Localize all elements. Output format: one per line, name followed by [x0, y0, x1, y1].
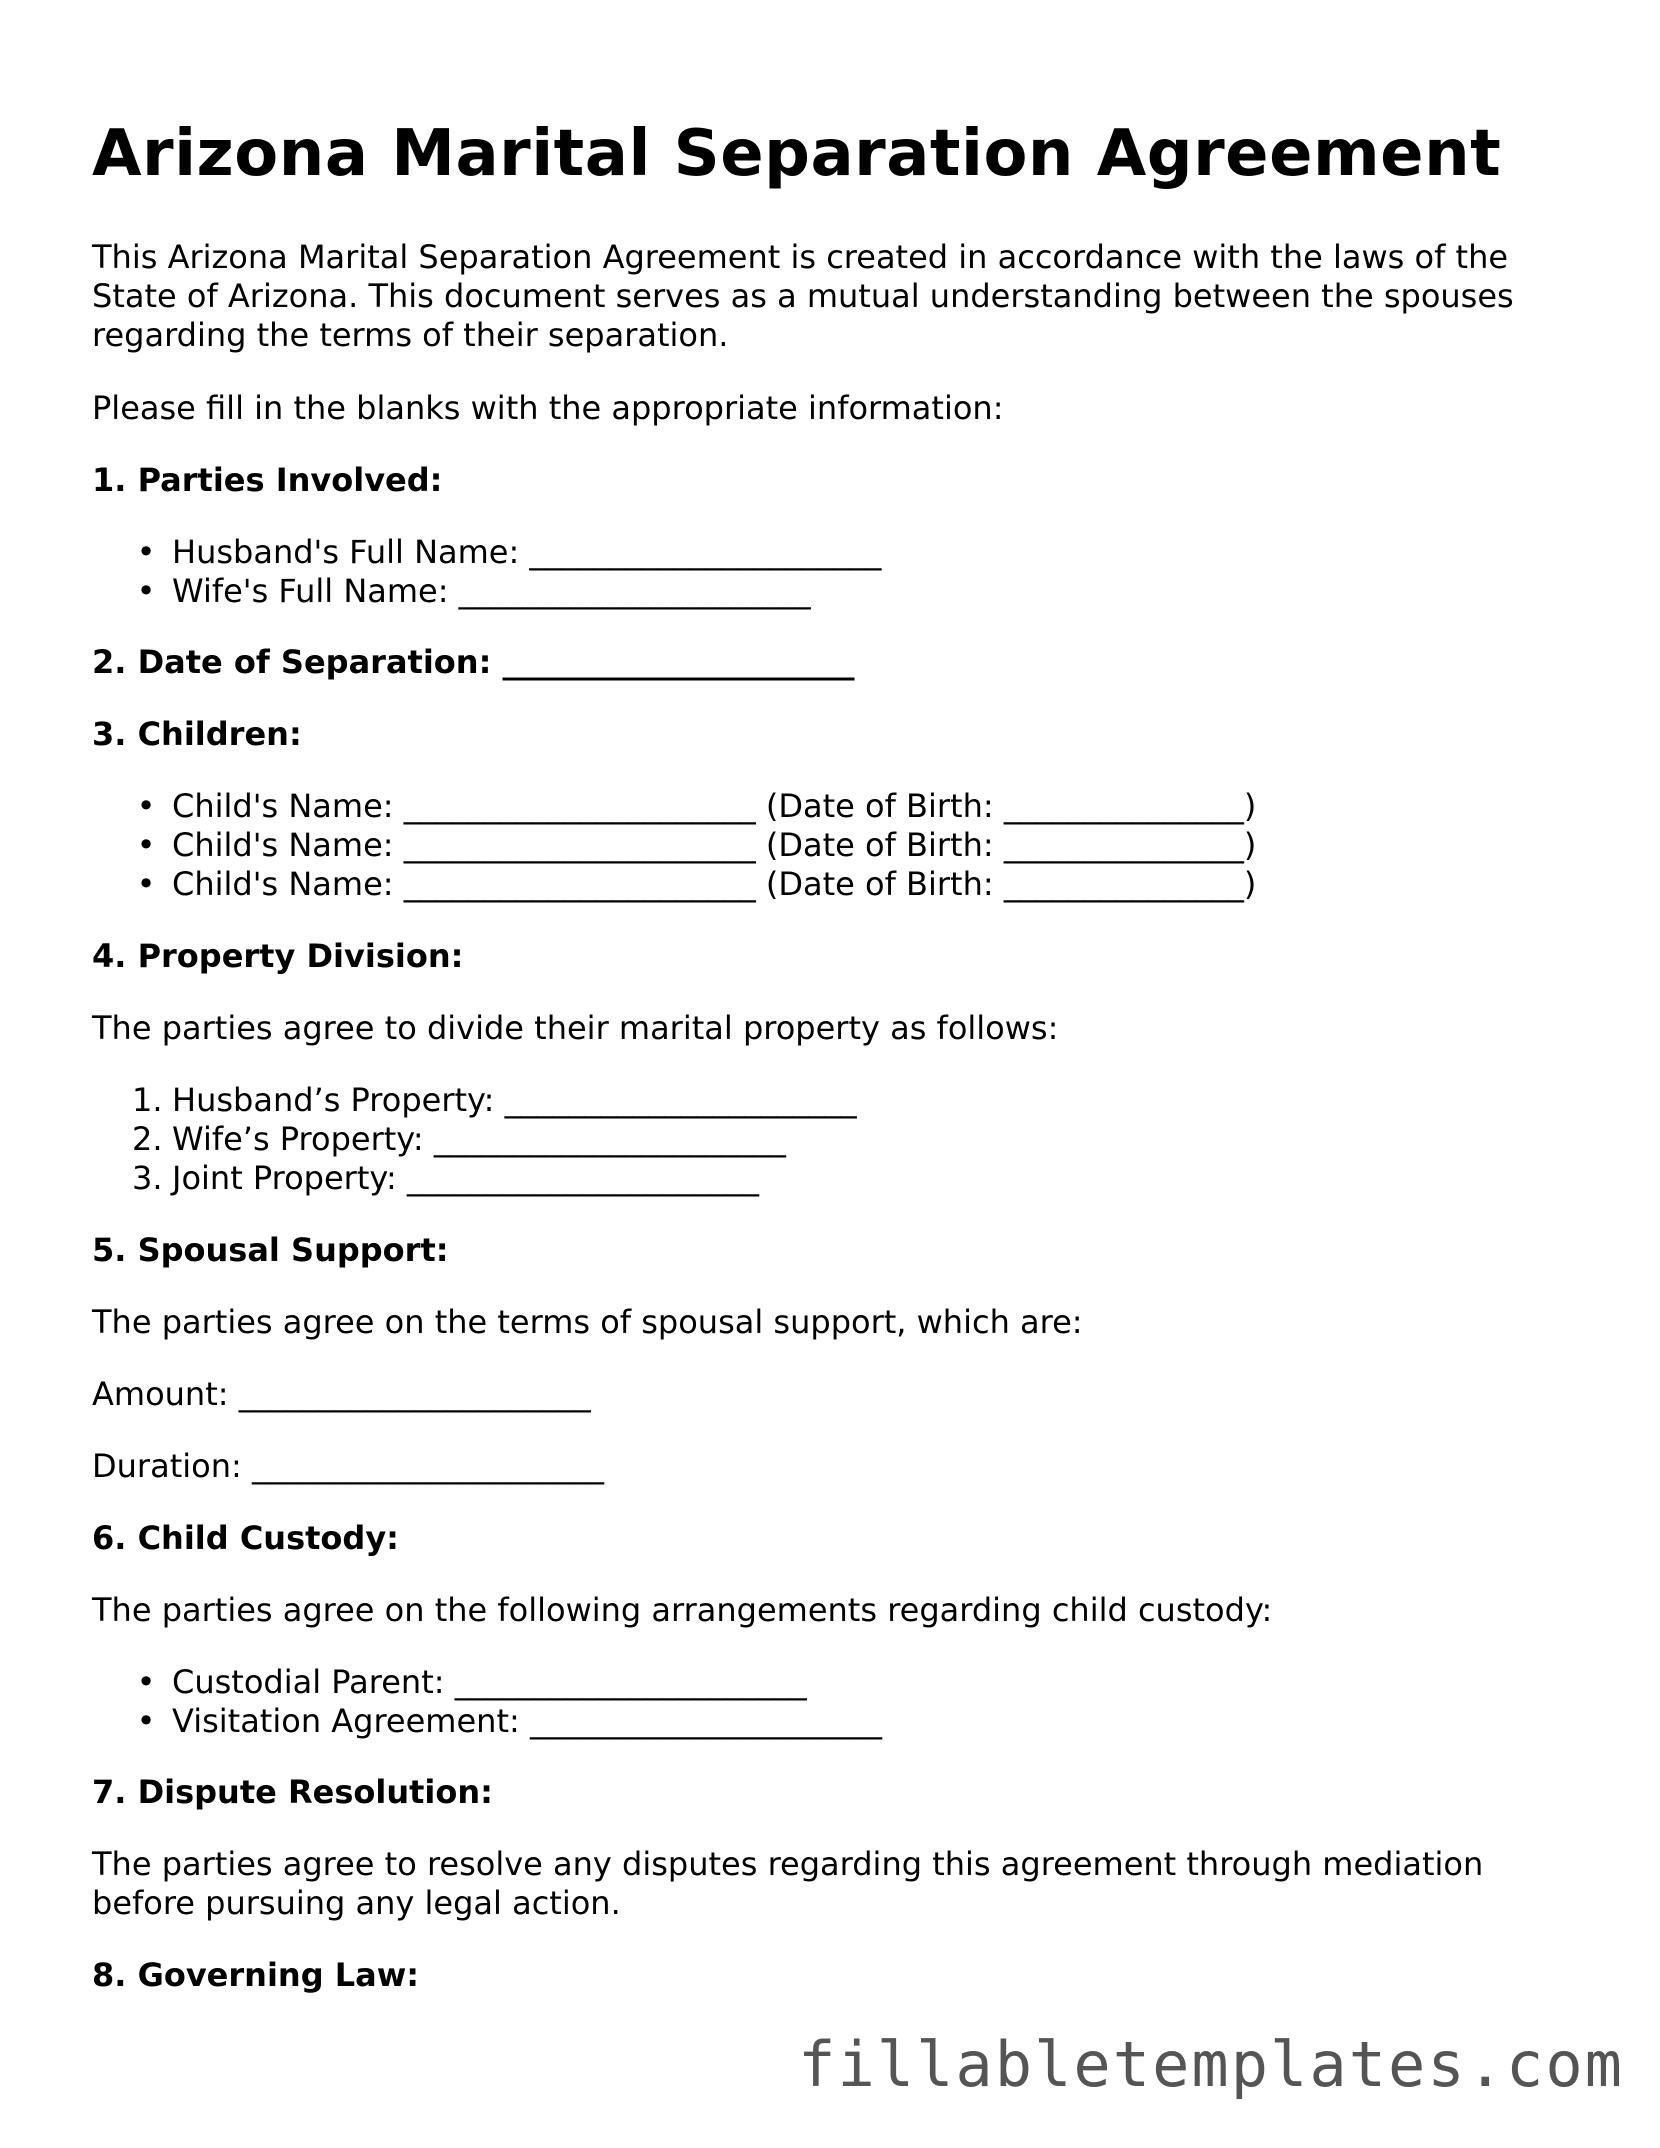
child-name-field[interactable]: Child's Name: ______________________ (Date of Birth: _______________)	[172, 787, 1257, 825]
dispute-line-1: The parties agree to resolve any disputes regarding this agreement through mediation	[92, 1845, 1484, 1883]
custodial-parent-field[interactable]: Custodial Parent: ______________________	[172, 1663, 807, 1701]
custody-text: The parties agree on the following arrangements regarding child custody:	[92, 1591, 1273, 1629]
watermark-text: fillabletemplates.com	[798, 2028, 1624, 2101]
bullet-icon: •	[136, 787, 156, 825]
section-heading-governing-law: 8. Governing Law:	[92, 1956, 420, 1994]
instruction-text: Please fill in the blanks with the appropriate information:	[92, 389, 1004, 427]
bullet-icon: •	[136, 572, 156, 610]
section-heading-dispute: 7. Dispute Resolution:	[92, 1773, 493, 1811]
child-name-field[interactable]: Child's Name: ______________________ (Date of Birth: _______________)	[172, 865, 1257, 903]
property-intro-text: The parties agree to divide their marital property as follows:	[92, 1009, 1059, 1047]
section-heading-parties: 1. Parties Involved:	[92, 461, 443, 499]
wife-name-field[interactable]: Wife's Full Name: ______________________	[172, 572, 811, 610]
document-title: Arizona Marital Separation Agreement	[92, 117, 1502, 191]
section-heading-children: 3. Children:	[92, 715, 302, 753]
list-number: 1.	[132, 1081, 163, 1119]
list-number: 3.	[132, 1159, 163, 1197]
support-amount-field[interactable]: Amount: ______________________	[92, 1375, 591, 1413]
bullet-icon: •	[136, 1663, 156, 1701]
intro-line-2: State of Arizona. This document serves as a mutual understanding between the spouses	[92, 277, 1514, 315]
bullet-icon: •	[136, 533, 156, 571]
section-heading-separation-date[interactable]: 2. Date of Separation: ______________________	[92, 643, 855, 681]
husband-property-field[interactable]: Husband’s Property: ______________________	[172, 1081, 857, 1119]
child-name-field[interactable]: Child's Name: ______________________ (Date of Birth: _______________)	[172, 826, 1257, 864]
bullet-icon: •	[136, 865, 156, 903]
intro-line-1: This Arizona Marital Separation Agreement is created in accordance with the laws of the	[92, 238, 1509, 276]
section-heading-property: 4. Property Division:	[92, 937, 464, 975]
list-number: 2.	[132, 1120, 163, 1158]
dispute-line-2: before pursuing any legal action.	[92, 1884, 621, 1922]
visitation-agreement-field[interactable]: Visitation Agreement: ______________________	[172, 1702, 882, 1740]
support-duration-field[interactable]: Duration: ______________________	[92, 1447, 604, 1485]
intro-line-3: regarding the terms of their separation.	[92, 316, 729, 354]
bullet-icon: •	[136, 1702, 156, 1740]
section-heading-spousal-support: 5. Spousal Support:	[92, 1231, 449, 1269]
wife-property-field[interactable]: Wife’s Property: ______________________	[172, 1120, 786, 1158]
husband-name-field[interactable]: Husband's Full Name: ______________________	[172, 533, 882, 571]
joint-property-field[interactable]: Joint Property: ______________________	[172, 1159, 759, 1197]
spousal-support-text: The parties agree on the terms of spousal support, which are:	[92, 1303, 1083, 1341]
section-heading-custody: 6. Child Custody:	[92, 1519, 399, 1557]
bullet-icon: •	[136, 826, 156, 864]
